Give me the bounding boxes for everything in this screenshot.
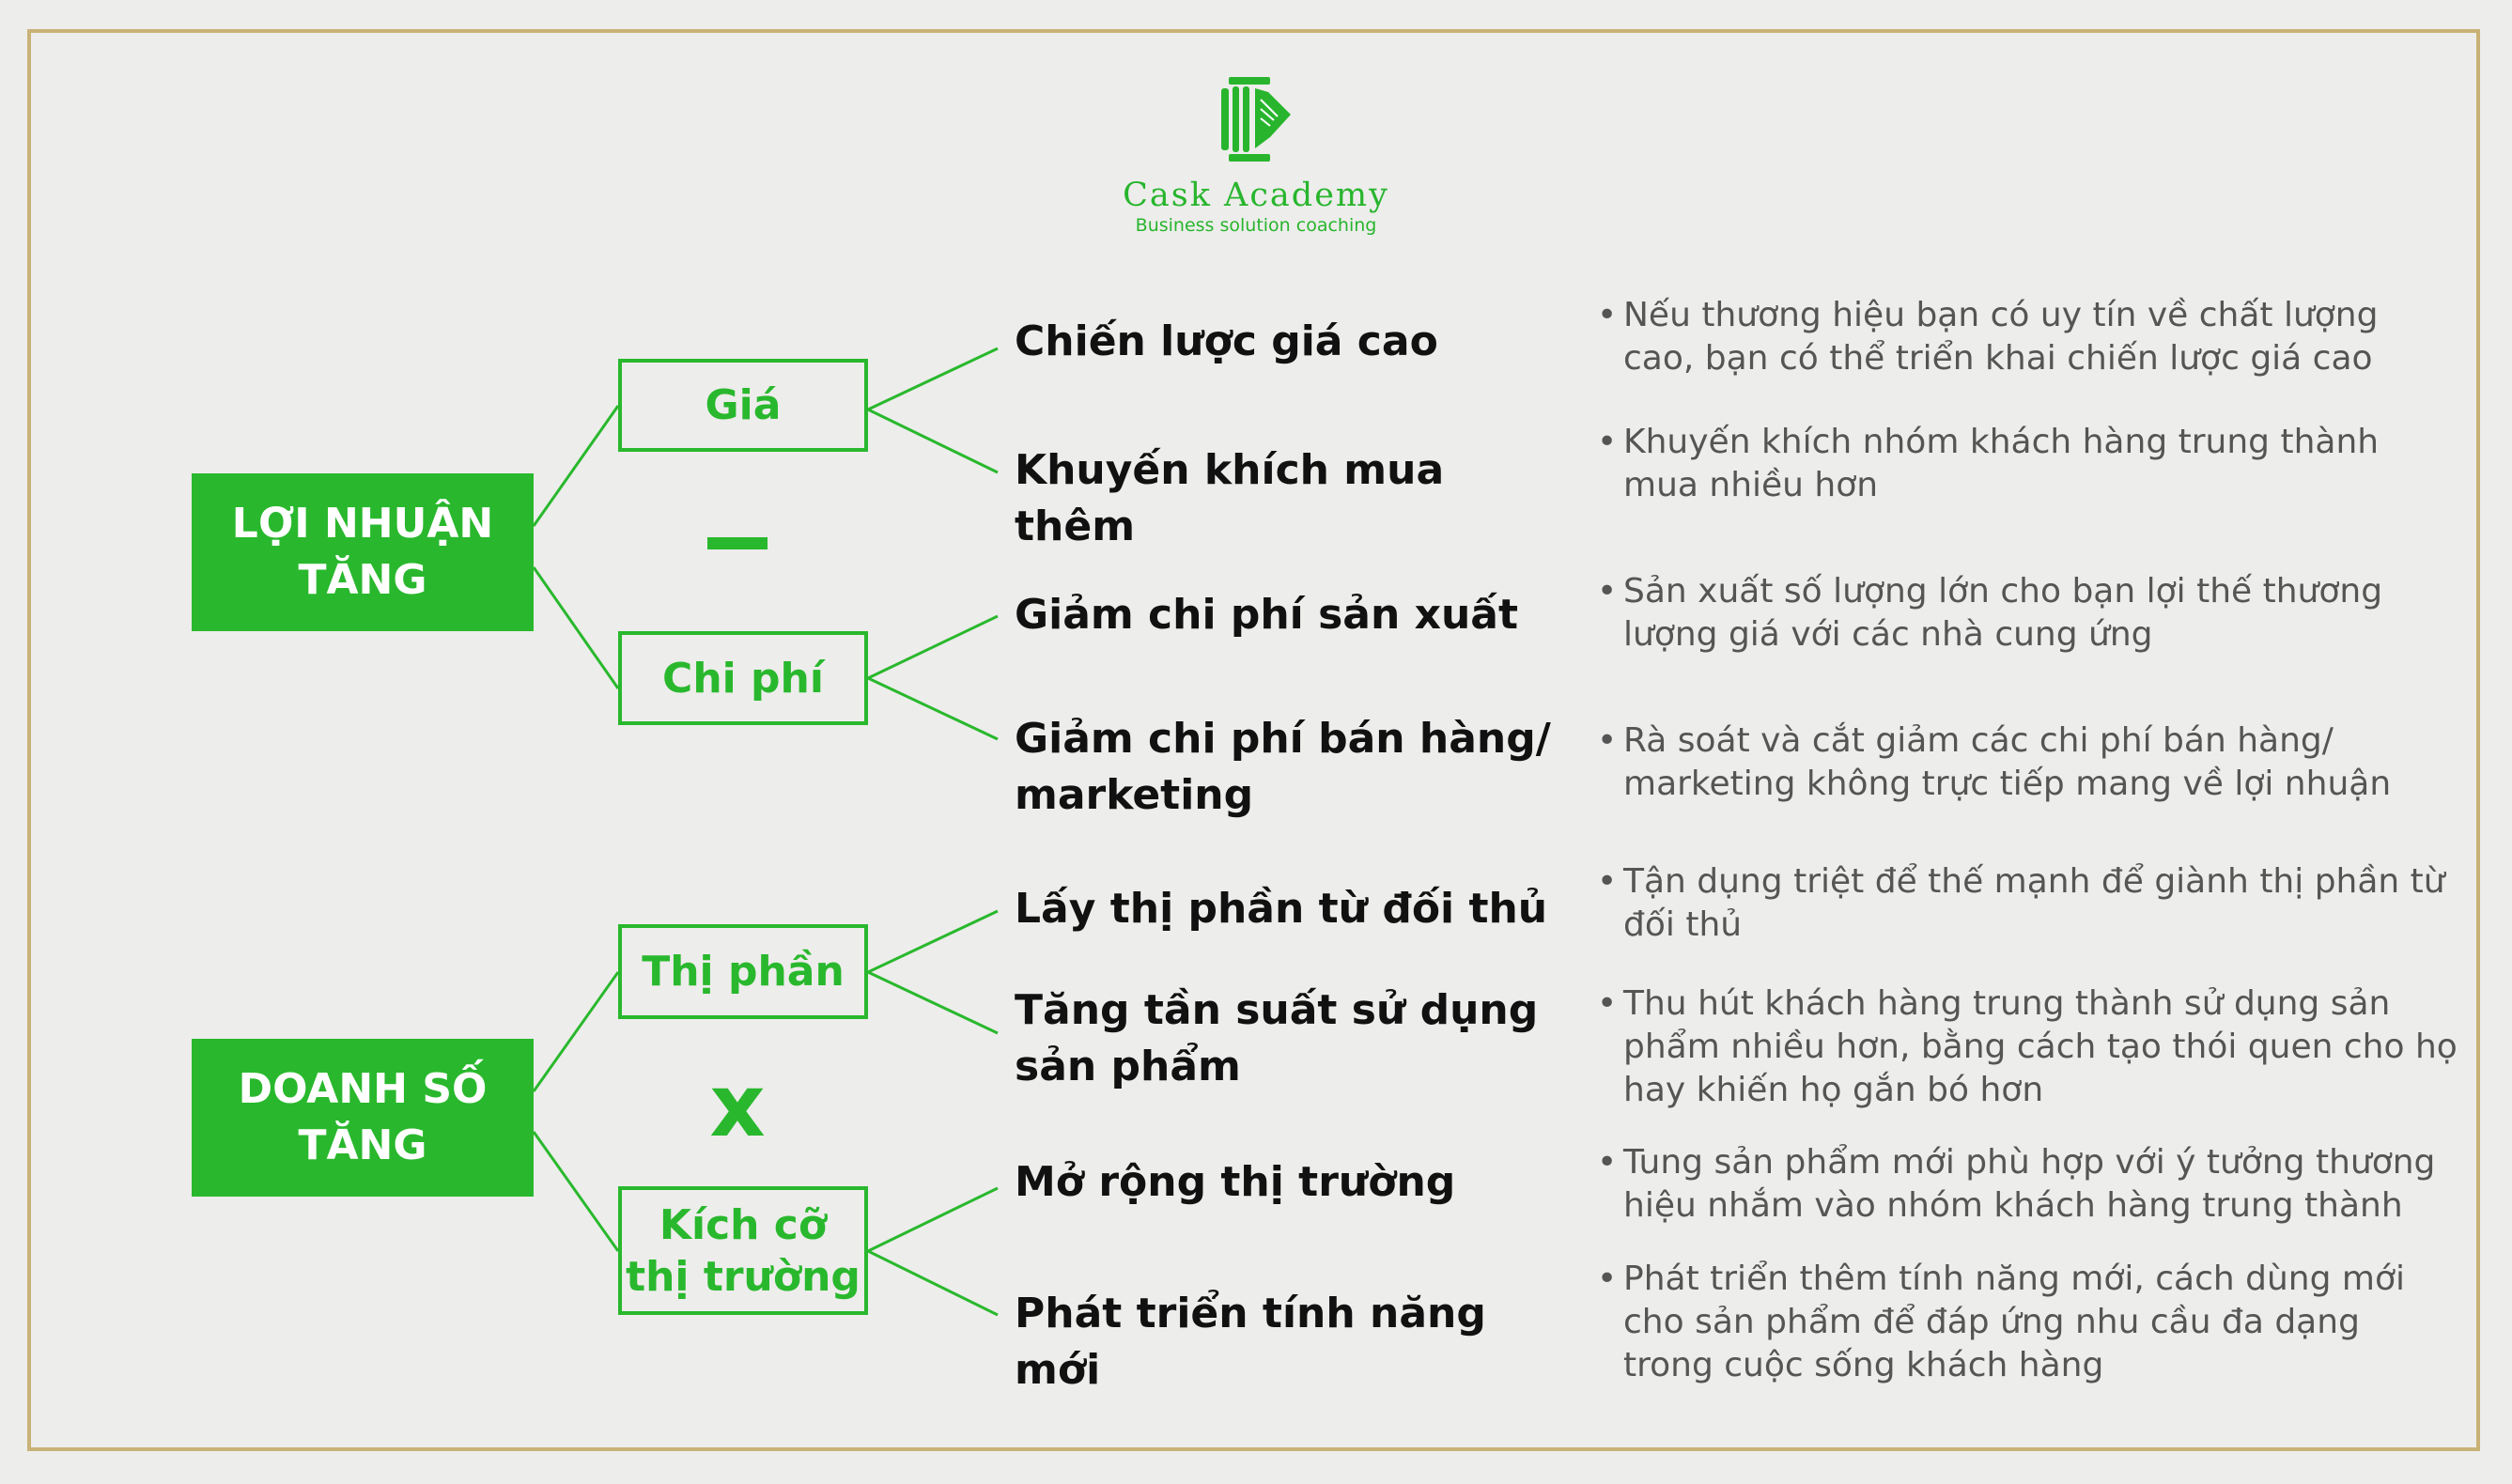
strategy-upsell: Khuyến khích mua thêm — [1015, 446, 1445, 550]
strategy-develop-new-features: Phát triển tính năng mới — [1015, 1290, 1486, 1394]
strategy-expand-market: Mở rộng thị trường — [1015, 1158, 1456, 1206]
connector-branch4-strategy8 — [868, 1251, 998, 1315]
description-upsell: • Khuyến khích nhóm khách hàng trung thành mua nhiều hơn — [1597, 423, 2380, 504]
strategy-reduce-production-cost: Giảm chi phí sản xuất — [1015, 591, 1519, 639]
connector-branch4-strategy7 — [868, 1188, 998, 1251]
description-expand-market: • Tung sản phẩm mới phù hợp với ý tưởng thương hiệu nhắm vào nhóm khách hàng trung thành — [1597, 1143, 2436, 1225]
branch-cost: Chi phí — [618, 631, 868, 725]
root-sales-increase: DOANH SỐ TĂNG — [192, 1039, 534, 1197]
description-high-price: • Nếu thương hiệu bạn có uy tín về chất lượng cao, bạn có thể triển khai chiến lược giá cao — [1597, 296, 2379, 378]
description-develop-new-features: • Phát triển thêm tính năng mới, cách dùng mới cho sản phẩm để đáp ứng nhu cầu đa dạng trong cuộc sống khách hàng — [1597, 1260, 2406, 1384]
brand-tagline: Business solution coaching — [1135, 215, 1377, 236]
strategy-take-share-from-competitors: Lấy thị phần từ đối thủ — [1015, 885, 1548, 933]
branch-price: Giá — [618, 359, 868, 452]
times-operator: x — [709, 1056, 766, 1156]
connector-branch2-strategy3 — [868, 616, 998, 678]
connector-branch3-strategy5 — [868, 911, 998, 972]
description-take-share-from-competitors: • Tận dụng triệt để thế mạnh để giành thị phần từ đối thủ — [1597, 862, 2445, 944]
connector-branch3-strategy6 — [868, 972, 998, 1033]
connector-branch1-strategy2 — [868, 410, 998, 472]
branch-market-size: Kích cỡ thị trường — [618, 1186, 868, 1315]
connector-root2-branch4 — [534, 1132, 618, 1251]
branch-market-share: Thị phần — [618, 924, 868, 1019]
strategy-increase-usage-frequency: Tăng tần suất sử dụng sản phẩm — [1015, 986, 1539, 1090]
connector-branch2-strategy4 — [868, 678, 998, 739]
strategy-reduce-sales-marketing-cost: Giảm chi phí bán hàng/ marketing — [1015, 715, 1551, 819]
connector-branch1-strategy1 — [868, 348, 998, 410]
description-reduce-sales-marketing-cost: • Rà soát và cắt giảm các chi phí bán hàng/ marketing không trực tiếp mang về lợi nhuận — [1597, 721, 2392, 803]
cask-barrel-logo-icon — [1212, 75, 1302, 165]
connector-root1-branch2 — [534, 567, 618, 688]
minus-operator — [707, 537, 768, 549]
description-reduce-production-cost: • Sản xuất số lượng lớn cho bạn lợi thế thương lượng giá với các nhà cung ứng — [1597, 572, 2383, 654]
brand-name: Cask Academy — [1123, 177, 1389, 214]
connector-root1-branch1 — [534, 406, 618, 526]
strategy-high-price: Chiến lược giá cao — [1015, 317, 1438, 365]
root-profit-increase: LỢI NHUẬN TĂNG — [192, 473, 534, 631]
connector-root2-branch3 — [534, 972, 618, 1091]
description-increase-usage-frequency: • Thu hút khách hàng trung thành sử dụng sản phẩm nhiều hơn, bằng cách tạo thói quen cho họ hay khiến họ gắn bó hơn — [1597, 984, 2458, 1109]
